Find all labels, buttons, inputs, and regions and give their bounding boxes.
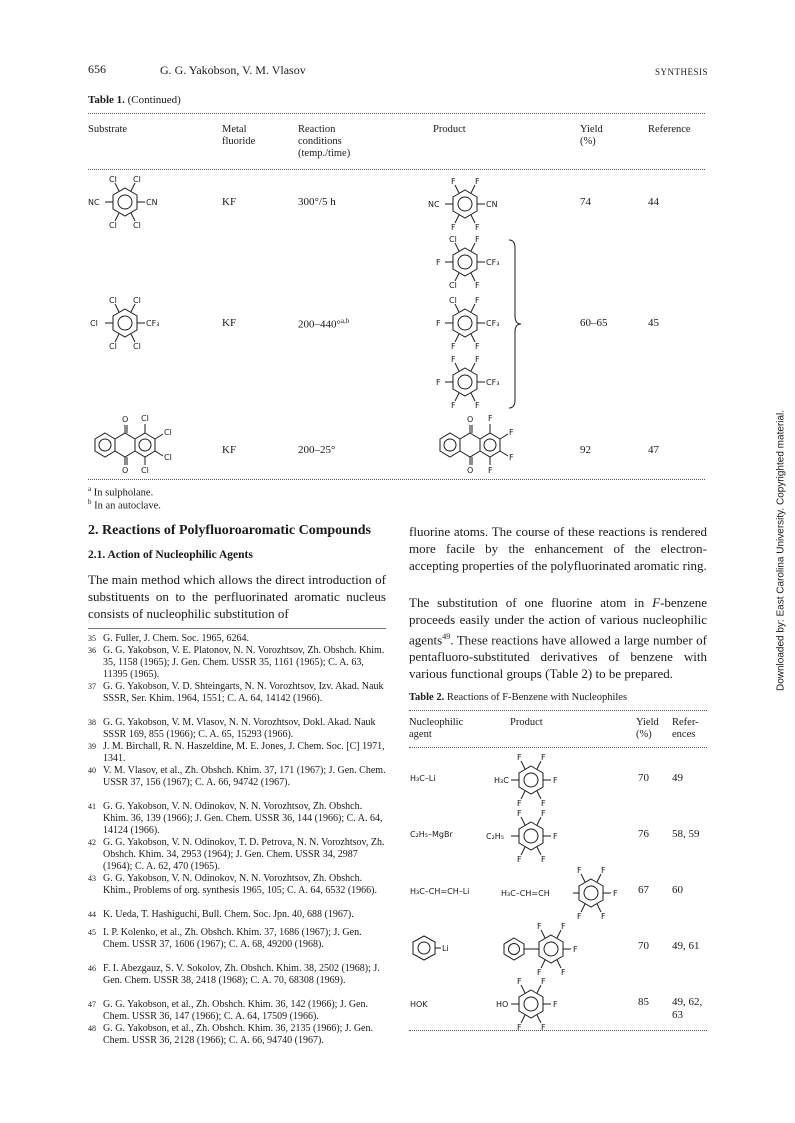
t2-row5-agent: HOK (410, 1000, 428, 1009)
reference-text: G. Fuller, J. Chem. Soc. 1965, 6264. (103, 633, 249, 644)
reference-text: G. G. Yakobson, et al., Zh. Obshch. Khim. 36, 142 (1966); J. Gen. Chem. USSR 36, 147 (1966); C. A. 64, 17509 (1966). (103, 999, 368, 1022)
right-paragraph-2: The substitution of one fluorine atom in F-benzene proceeds easily under the action of various nucleophilic agents$^{49}$. These reactions have allowed a large number of pentafluoro-substituted derivatives of benzene with various functional groups (Table 2) to be prepared. (409, 595, 707, 682)
svg-text:F: F (601, 866, 606, 875)
svg-text:F: F (488, 414, 493, 423)
svg-text:F: F (475, 401, 480, 410)
product-brace (505, 238, 525, 410)
atom-label: Cl (109, 175, 117, 184)
t2-row5-product-structure (476, 974, 586, 1032)
t1-header-yield: Yield (%) (580, 124, 603, 147)
svg-text:F: F (561, 922, 566, 931)
svg-text:Cl: Cl (449, 235, 457, 244)
reference-text: J. M. Birchall, R. N. Haszeldine, M. E. Jones, J. Chem. Soc. [C] 1971, 1341. (103, 741, 385, 764)
svg-text:Cl: Cl (164, 453, 172, 462)
t1-header-reference: Reference (648, 124, 691, 135)
t1-row3-reference: 47 (648, 444, 659, 456)
reference-number: 40 (88, 766, 96, 775)
t1-row3-metal: KF (222, 444, 237, 456)
svg-text:F: F (541, 855, 546, 864)
svg-text:F: F (601, 912, 606, 921)
svg-text:F: F (553, 832, 558, 841)
t2-header-yield: Yield (%) (636, 717, 659, 740)
footnote-a: $^a$ In sulpholane. (88, 485, 154, 499)
svg-text:Cl: Cl (109, 342, 117, 351)
reference-number: 44 (88, 910, 96, 919)
svg-text:F: F (517, 799, 522, 808)
svg-text:HO: HO (496, 1000, 509, 1009)
t2-row2-reference: 58, 59 (672, 828, 700, 840)
reference-number: 37 (88, 682, 96, 691)
reference-number: 43 (88, 874, 96, 883)
svg-text:Cl: Cl (109, 296, 117, 305)
svg-text:Cl: Cl (133, 342, 141, 351)
svg-text:Cl: Cl (90, 319, 98, 328)
t1-header-conditions: Reaction conditions (temp./time) (298, 124, 351, 159)
reference-text: G. G. Yakobson, V. N. Odinokov, N. N. Vorozhtsov, Zh. Obshch. Khim. 36, 139 (1966); J. Gen. Chem. USSR 36, 144 (1966); C. A. 64, 14124 (1966). (103, 801, 383, 836)
t2-row1-product-structure (476, 750, 586, 808)
svg-text:F: F (541, 753, 546, 762)
svg-text:F: F (517, 809, 522, 818)
t1-row1-yield: 74 (580, 196, 591, 208)
reference-number: 38 (88, 718, 96, 727)
svg-text:O: O (467, 466, 474, 475)
journal-name: SYNTHESIS (655, 67, 709, 77)
svg-text:F: F (475, 235, 480, 244)
t1-row2-substrate-structure (85, 293, 170, 351)
svg-text:F: F (451, 342, 456, 351)
t2-header-product: Product (510, 717, 543, 728)
t1-row1-metal: KF (222, 196, 237, 208)
svg-text:F: F (541, 799, 546, 808)
svg-text:F: F (541, 1023, 546, 1032)
svg-text:CF₃: CF₃ (486, 378, 500, 387)
t2-row4-yield: 70 (638, 940, 649, 952)
svg-text:F: F (561, 968, 566, 977)
svg-text:F: F (613, 889, 618, 898)
table1-caption: Table 1. (Continued) (88, 94, 181, 106)
t2-row1-reference: 49 (672, 772, 683, 784)
t2-header-agent: Nucleophilic agent (409, 717, 464, 740)
reference-number: 48 (88, 1024, 96, 1033)
t2-row5-reference: 49, 62, 63 (672, 996, 703, 1021)
svg-text:F: F (517, 977, 522, 986)
svg-text:F: F (537, 968, 542, 977)
svg-text:F: F (475, 281, 480, 290)
t1-header-product: Product (433, 124, 466, 135)
t2-row1-agent: H₃C–Li (410, 774, 436, 783)
t1-row1-conditions: 300°/5 h (298, 196, 336, 208)
reference-text: G. G. Yakobson, V. N. Odinokov, N. N. Vorozhtsov, Zh. Obshch. Khim., Problems of org. synthesis 1965, 105; C. A. 64, 6532 (1966). (103, 873, 377, 896)
svg-text:F: F (451, 177, 456, 186)
svg-text:F: F (488, 466, 493, 475)
left-paragraph: The main method which allows the direct introduction of substituents on to the perfluorinated aromatic nucleus consists of nucleophilic substitution of (88, 572, 386, 621)
t1-row2-product1-structure (430, 232, 510, 290)
svg-text:Cl: Cl (141, 414, 149, 423)
reference-number: 39 (88, 742, 96, 751)
t2-row3-product-structure (496, 863, 626, 921)
reference-number: 47 (88, 1000, 96, 1009)
svg-text:O: O (467, 415, 474, 424)
table2-top-rule (409, 710, 707, 711)
t2-header-reference: Refer- ences (672, 717, 699, 740)
footnote-separator (88, 628, 386, 629)
t1-row2-product3-structure (430, 352, 510, 410)
t1-row3-yield: 92 (580, 444, 591, 456)
svg-text:F: F (475, 177, 480, 186)
t2-row2-agent: C₂H₅–MgBr (410, 830, 453, 839)
reference-number: 36 (88, 646, 96, 655)
svg-text:F: F (475, 223, 480, 232)
reference-text: G. G. Yakobson, V. E. Platonov, N. N. Vorozhtsov, Zh. Obshch. Khim. 35, 1158 (1965); J. Gen. Chem. USSR 35, 1161 (1965); C. A. 63, 11395 (1965). (103, 645, 385, 680)
table2-bottom-rule (409, 1030, 707, 1031)
reference-list (88, 633, 386, 1046)
t2-row3-agent: H₃C–CH=CH–Li (410, 887, 470, 896)
reference-text: K. Ueda, T. Hashiguchi, Bull. Chem. Soc. Jpn. 40, 688 (1967). (103, 909, 354, 920)
svg-text:F: F (475, 355, 480, 364)
table1-bottom-rule (88, 479, 705, 480)
reference-number: 35 (88, 634, 96, 643)
reference-number: 45 (88, 928, 96, 937)
reference-number: 41 (88, 802, 96, 811)
t2-row4-phenyl-structure (410, 932, 455, 962)
download-watermark: Downloaded by: East Carolina University. Copyrighted material. (775, 409, 787, 692)
atom-label: NC (88, 198, 100, 207)
svg-text:CN: CN (486, 200, 498, 209)
reference-text: I. P. Kolenko, et al., Zh. Obshch. Khim. 37, 1686 (1967); J. Gen. Chem. USSR 37, 1606 (1967); C. A. 68, 49200 (1968). (103, 927, 362, 950)
t2-row2-product-structure (476, 806, 586, 864)
t2-row2-yield: 76 (638, 828, 649, 840)
t1-row2-product2-structure (430, 293, 510, 351)
reference-number: 46 (88, 964, 96, 973)
svg-text:F: F (541, 977, 546, 986)
svg-text:F: F (577, 866, 582, 875)
svg-text:F: F (517, 1023, 522, 1032)
t2-row4-reference: 49, 61 (672, 940, 700, 952)
svg-text:CF₃: CF₃ (146, 319, 160, 328)
footnote-b: $^b$ In an autoclave. (88, 498, 161, 512)
atom-label: CN (146, 198, 158, 207)
svg-text:F: F (475, 296, 480, 305)
atom-label: Cl (109, 221, 117, 230)
svg-text:F: F (436, 258, 441, 267)
reference-number: 42 (88, 838, 96, 847)
svg-text:F: F (517, 855, 522, 864)
svg-text:F: F (553, 776, 558, 785)
t1-row3-substrate-structure (85, 410, 185, 475)
reference-text: G. G. Yakobson, V. D. Shteingarts, N. N. Vorozhtsov, Izv. Akad. Nauk SSSR, Ser. Khim. 1964, 1551; C. A. 64, 14142 (1966). (103, 681, 384, 704)
right-paragraph-1: fluorine atoms. The course of these reactions is rendered more facile by the enhancement of the electron-accepting properties of the polyfluorinated aromatic ring. (409, 524, 707, 573)
svg-text:Cl: Cl (449, 296, 457, 305)
reference-text: F. I. Abezgauz, S. V. Sokolov, Zh. Obshch. Khim. 38, 2502 (1968); J. Gen. Chem. USSR 38, 2418 (1968); C. A. 70, 68308 (1969). (103, 963, 380, 986)
section-heading: 2. Reactions of Polyfluoroaromatic Compounds (88, 523, 371, 538)
svg-text:C₂H₅: C₂H₅ (486, 832, 505, 841)
svg-text:O: O (122, 466, 129, 475)
t2-row4-product-structure (496, 919, 606, 977)
svg-text:F: F (436, 378, 441, 387)
reference-text: G. G. Yakobson, et al., Zh. Obshch. Khim. 36, 2135 (1966); J. Gen. Chem. USSR 36, 2128 (1966); C. A. 66, 94740 (1967). (103, 1023, 373, 1046)
t1-row3-conditions: 200–25° (298, 444, 336, 456)
svg-text:CF₃: CF₃ (486, 258, 500, 267)
t1-row2-metal: KF (222, 317, 237, 329)
svg-text:O: O (122, 415, 129, 424)
page-number: 656 (88, 62, 106, 76)
svg-text:F: F (541, 809, 546, 818)
svg-text:Cl: Cl (164, 428, 172, 437)
atom-label: Cl (133, 175, 141, 184)
svg-text:F: F (517, 753, 522, 762)
t1-row1-product-structure (425, 174, 505, 232)
svg-text:H₃C–CH=CH: H₃C–CH=CH (501, 889, 550, 898)
t1-header-substrate: Substrate (88, 124, 128, 135)
t1-row1-substrate-structure (85, 172, 165, 230)
svg-text:F: F (436, 319, 441, 328)
svg-text:F: F (509, 453, 514, 462)
t1-header-metal: Metal fluoride (222, 124, 256, 147)
reference-text: V. M. Vlasov, et al., Zh. Obshch. Khim. 37, 171 (1967); J. Gen. Chem. USSR 37, 156 (1967); C. A. 66, 94742 (1967). (103, 765, 386, 788)
t1-row2-reference: 45 (648, 317, 659, 329)
svg-text:F: F (475, 342, 480, 351)
reference-text: G. G. Yakobson, V. M. Vlasov, N. N. Vorozhtsov, Dokl. Akad. Nauk SSSR 169, 855 (1966); C. A. 65, 15293 (1966). (103, 717, 376, 740)
svg-text:CF₃: CF₃ (486, 319, 500, 328)
svg-text:F: F (451, 223, 456, 232)
svg-text:F: F (537, 922, 542, 931)
reference-text: G. G. Yakobson, V. N. Odinokov, T. D. Petrova, N. N. Vorozhtsov, Zh. Obshch. Khim. 34, 2953 (1964); J. Gen. Chem. USSR 34, 2987 (1964); C. A. 62, 470 (1965). (103, 837, 385, 872)
t2-row1-yield: 70 (638, 772, 649, 784)
svg-text:F: F (577, 912, 582, 921)
svg-text:F: F (573, 945, 578, 954)
t2-row3-reference: 60 (672, 884, 683, 896)
svg-text:F: F (451, 401, 456, 410)
svg-text:F: F (509, 428, 514, 437)
svg-text:H₃C: H₃C (494, 776, 509, 785)
t2-row3-yield: 67 (638, 884, 649, 896)
svg-text:F: F (553, 1000, 558, 1009)
svg-text:Cl: Cl (449, 281, 457, 290)
t1-row2-yield: 60–65 (580, 317, 608, 329)
subsection-heading: 2.1. Action of Nucleophilic Agents (88, 549, 253, 561)
svg-text:Cl: Cl (141, 466, 149, 475)
svg-text:Cl: Cl (133, 296, 141, 305)
table2-caption: Table 2. Reactions of F-Benzene with Nucleophiles (409, 692, 628, 703)
table1-header-rule (88, 169, 705, 170)
svg-text:NC: NC (428, 200, 440, 209)
table2-header-rule (409, 747, 707, 748)
atom-label: Cl (133, 221, 141, 230)
t1-row3-product-structure (430, 410, 530, 475)
t1-row2-conditions: 200–440°$^{a,b}$ (298, 317, 350, 331)
svg-text:F: F (451, 355, 456, 364)
t2-row4-agent: Li (442, 944, 449, 953)
t1-row1-reference: 44 (648, 196, 659, 208)
running-authors: G. G. Yakobson, V. M. Vlasov (160, 63, 306, 77)
table1-top-rule (88, 113, 705, 114)
t2-row5-yield: 85 (638, 996, 649, 1008)
